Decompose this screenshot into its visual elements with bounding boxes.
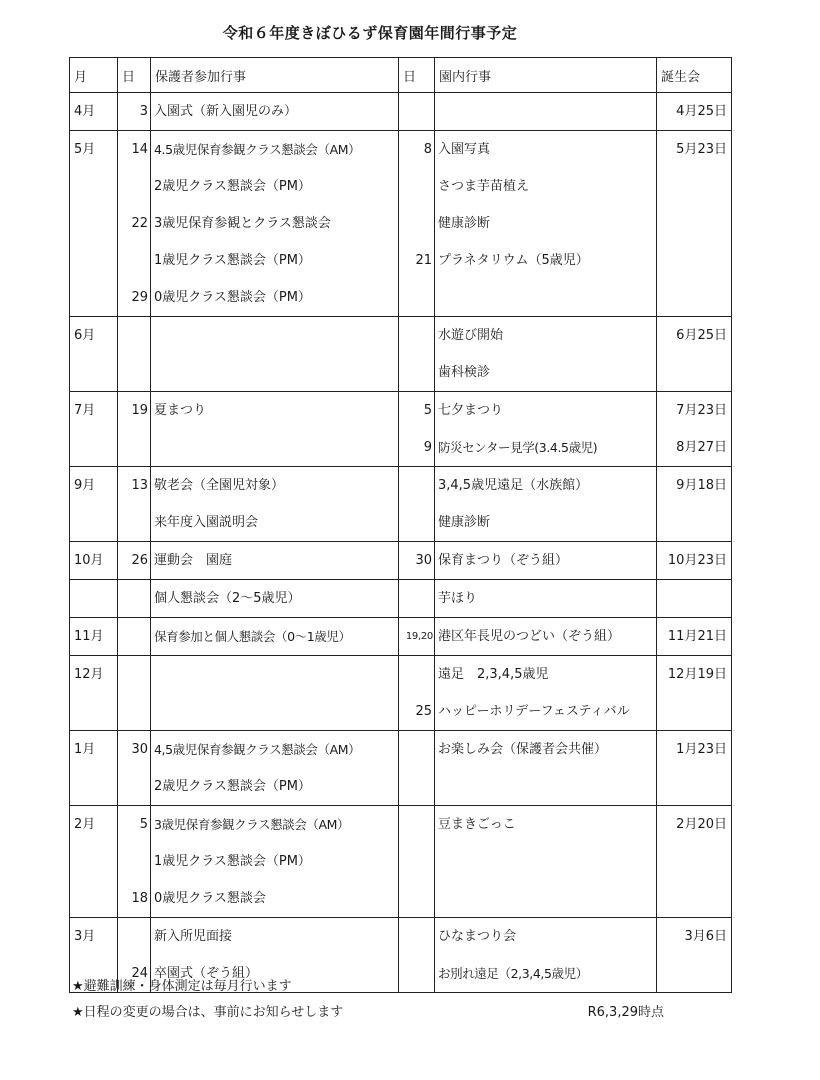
parent-event-text: 敬老会（全園児対象） — [154, 478, 285, 493]
birthday-cell — [657, 656, 732, 731]
parent-event-text: 入園式（新入園児のみ） — [154, 104, 298, 119]
school-event-cell — [435, 731, 657, 806]
school-day-text — [399, 580, 434, 617]
parent-day-text — [118, 242, 150, 279]
month-cell — [70, 131, 118, 317]
school-day-cell — [399, 806, 435, 918]
school-event-text: 健康診断 — [438, 515, 491, 530]
parent-day-text — [118, 618, 150, 655]
parent-day-text — [118, 580, 150, 617]
table-row — [70, 392, 732, 467]
parent-day-cell — [118, 806, 151, 918]
header-school-events: 園内行事 — [435, 58, 657, 93]
school-day-cell — [399, 392, 435, 467]
parent-event-text: 2歳児クラス懇談会（PM） — [154, 779, 311, 794]
parent-day-cell — [118, 317, 151, 392]
parent-day-cell — [118, 542, 151, 580]
school-event-text: 七夕まつり — [438, 403, 504, 418]
parent-event-text — [151, 656, 398, 693]
school-event-text: 歯科検診 — [438, 365, 491, 380]
school-day-cell — [399, 93, 435, 131]
month-cell — [70, 542, 118, 580]
header-day: 日 — [399, 58, 435, 93]
parent-day-text: 14 — [131, 142, 148, 157]
birthday-text: 2月20日 — [676, 817, 727, 832]
birthday-text: 3月6日 — [684, 929, 727, 944]
table-row — [70, 131, 732, 317]
parent-event-text: 4.5歳児保育参観クラス懇談会（AM） — [154, 142, 361, 157]
month-cell — [70, 806, 118, 918]
birthday-cell — [657, 731, 732, 806]
parent-event-cell — [151, 467, 399, 542]
parent-event-text: 1歳児クラス懇談会（PM） — [154, 253, 311, 268]
school-event-text: ハッピーホリデーフェスティバル — [438, 704, 630, 719]
school-day-cell — [399, 580, 435, 618]
birthday-cell — [657, 806, 732, 918]
birthday-cell — [657, 542, 732, 580]
school-event-text: プラネタリウム（5歳児） — [438, 253, 589, 268]
birthday-text: 9月18日 — [676, 478, 727, 493]
school-day-text — [399, 918, 434, 955]
table-row — [70, 542, 732, 580]
parent-event-text: 新入所児面接 — [154, 929, 233, 944]
table-row — [70, 806, 732, 918]
school-event-cell — [435, 580, 657, 618]
school-day-text — [399, 504, 434, 541]
month-cell — [70, 580, 118, 618]
birthday-text: 10月23日 — [667, 553, 727, 568]
parent-event-cell — [151, 656, 399, 731]
parent-day-text — [118, 317, 150, 354]
school-event-text: 遠足 2,3,4,5歳児 — [438, 667, 549, 682]
table-header-row — [70, 58, 732, 93]
month-label: 11月 — [74, 629, 104, 644]
school-day-text: 5 — [423, 403, 432, 418]
parent-day-text: 19 — [131, 403, 148, 418]
school-day-text — [399, 731, 434, 768]
parent-day-text: 26 — [131, 553, 148, 568]
parent-day-cell — [118, 580, 151, 618]
birthday-cell — [657, 618, 732, 656]
parent-event-cell — [151, 392, 399, 467]
school-event-text: 3,4,5歳児遠足（水族館） — [438, 478, 589, 493]
parent-day-cell — [118, 93, 151, 131]
parent-day-text: 3 — [139, 104, 148, 119]
parent-day-cell — [118, 656, 151, 731]
school-event-cell — [435, 656, 657, 731]
parent-day-cell — [118, 618, 151, 656]
table-row — [70, 731, 732, 806]
month-label: 3月 — [74, 929, 96, 944]
parent-event-text: 来年度入園説明会 — [154, 515, 259, 530]
school-day-text — [399, 354, 434, 391]
birthday-text: 7月23日 — [676, 403, 727, 418]
footnotes — [72, 974, 712, 1026]
parent-event-cell — [151, 806, 399, 918]
month-cell — [70, 656, 118, 731]
school-event-cell — [435, 618, 657, 656]
parent-day-text: 24 — [131, 966, 148, 981]
school-event-text: さつま芋苗植え — [438, 179, 530, 194]
parent-day-text — [118, 843, 150, 880]
school-event-text: 入園写真 — [438, 142, 491, 157]
school-event-cell — [435, 131, 657, 317]
birthday-text: 1月23日 — [676, 742, 727, 757]
month-cell — [70, 317, 118, 392]
school-day-text — [399, 168, 434, 205]
school-event-cell — [435, 93, 657, 131]
parent-event-text: 3歳児保育参観クラス懇談会（AM） — [154, 817, 350, 832]
parent-event-text: 0歳児クラス懇談会 — [154, 891, 266, 906]
school-day-cell — [399, 467, 435, 542]
table-row — [70, 317, 732, 392]
birthday-cell — [657, 93, 732, 131]
school-event-text: お楽しみ会（保護者会共催） — [438, 742, 608, 757]
parent-day-text — [118, 656, 150, 693]
school-event-text: お別れ遠足（2,3,4,5歳児） — [438, 966, 588, 981]
parent-day-text: 13 — [131, 478, 148, 493]
parent-day-text: 30 — [131, 742, 148, 757]
parent-event-cell — [151, 131, 399, 317]
month-cell — [70, 93, 118, 131]
month-label: 7月 — [74, 403, 96, 418]
school-day-cell — [399, 618, 435, 656]
parent-event-text: 1歳児クラス懇談会（PM） — [154, 854, 311, 869]
parent-event-cell — [151, 317, 399, 392]
parent-event-text: 3歳児保育参観とクラス懇談会 — [154, 216, 331, 231]
birthday-cell — [657, 317, 732, 392]
month-cell — [70, 392, 118, 467]
table-row — [70, 467, 732, 542]
school-day-cell — [399, 131, 435, 317]
parent-event-text: 運動会 園庭 — [154, 553, 233, 568]
school-day-text — [399, 806, 434, 843]
birthday-text: 12月19日 — [667, 667, 727, 682]
parent-event-cell — [151, 618, 399, 656]
month-label — [70, 580, 117, 617]
month-cell — [70, 618, 118, 656]
parent-event-cell — [151, 93, 399, 131]
header-parent-events: 保護者参加行事 — [151, 58, 399, 93]
birthday-cell — [657, 131, 732, 317]
school-day-text — [399, 656, 434, 693]
month-label: 2月 — [74, 817, 96, 832]
table-row — [70, 618, 732, 656]
school-day-text — [399, 93, 434, 130]
parent-event-cell — [151, 580, 399, 618]
table-row — [70, 580, 732, 618]
school-day-text: 25 — [415, 704, 432, 719]
month-label: 9月 — [74, 478, 96, 493]
header-month: 月 — [70, 58, 118, 93]
school-day-text: 9 — [423, 440, 432, 455]
month-cell — [70, 467, 118, 542]
parent-event-text: 個人懇談会（2〜5歳児） — [154, 591, 301, 606]
birthday-cell — [657, 467, 732, 542]
page-title: 令和６年度きぼひるず保育園年間行事予定 — [222, 24, 518, 42]
parent-day-text — [118, 918, 150, 955]
month-label: 6月 — [74, 328, 96, 343]
birthday-text: 5月23日 — [676, 142, 727, 157]
birthday-cell — [657, 392, 732, 467]
birthday-text: 4月25日 — [676, 104, 727, 119]
parent-event-cell — [151, 731, 399, 806]
parent-event-cell — [151, 542, 399, 580]
parent-day-text — [118, 768, 150, 805]
as-of-date: R6,3,29時点 — [587, 1005, 664, 1020]
school-event-cell — [435, 392, 657, 467]
birthday-text: 8月27日 — [676, 440, 727, 455]
parent-day-text: 22 — [131, 216, 148, 231]
header-birthday: 誕生会 — [657, 58, 732, 93]
month-label: 5月 — [74, 142, 96, 157]
parent-event-text: 保育参加と個人懇談会（0〜1歳児） — [154, 629, 351, 644]
header-day: 日 — [118, 58, 151, 93]
school-event-text: 港区年長児のつどい（ぞう組） — [438, 629, 621, 644]
month-label: 4月 — [74, 104, 96, 119]
school-day-text — [399, 467, 434, 504]
school-event-text: 保育まつり（ぞう組） — [438, 553, 569, 568]
school-day-text: 8 — [423, 142, 432, 157]
parent-day-text — [118, 168, 150, 205]
school-day-text — [399, 205, 434, 242]
parent-day-text — [118, 504, 150, 541]
parent-event-text — [151, 317, 398, 354]
schedule-table — [69, 57, 732, 993]
school-event-text: 防災センター見学(3.4.5歳児) — [438, 440, 598, 455]
parent-event-text: 0歳児クラス懇談会（PM） — [154, 290, 311, 305]
school-event-text — [435, 93, 656, 130]
parent-day-text: 18 — [131, 891, 148, 906]
school-event-text: 健康診断 — [438, 216, 491, 231]
month-label: 12月 — [74, 667, 104, 682]
parent-day-cell — [118, 731, 151, 806]
school-event-cell — [435, 542, 657, 580]
school-event-cell — [435, 467, 657, 542]
parent-day-text: 29 — [131, 290, 148, 305]
note-line: ★日程の変更の場合は、事前にお知らせします R6,3,29時点 — [72, 1000, 712, 1026]
school-day-text — [399, 317, 434, 354]
school-day-cell — [399, 656, 435, 731]
school-event-cell — [435, 806, 657, 918]
month-label: 1月 — [74, 742, 96, 757]
school-day-text: 30 — [415, 553, 432, 568]
birthday-text: 11月21日 — [667, 629, 727, 644]
school-day-text: 19,20 — [405, 631, 433, 642]
school-event-cell — [435, 317, 657, 392]
school-day-text: 21 — [415, 253, 432, 268]
table-row — [70, 656, 732, 731]
parent-day-cell — [118, 467, 151, 542]
parent-event-text: 2歳児クラス懇談会（PM） — [154, 179, 311, 194]
parent-day-text: 5 — [139, 817, 148, 832]
birthday-text: 6月25日 — [676, 328, 727, 343]
table-row — [70, 93, 732, 131]
month-cell — [70, 731, 118, 806]
birthday-text — [657, 580, 731, 617]
parent-day-cell — [118, 392, 151, 467]
birthday-cell — [657, 580, 732, 618]
parent-event-text: 夏まつり — [154, 403, 207, 418]
school-event-text: 芋ほり — [438, 591, 478, 606]
school-event-text: 豆まきごっこ — [438, 817, 516, 832]
school-day-cell — [399, 542, 435, 580]
parent-day-cell — [118, 131, 151, 317]
parent-event-text: 卒園式（ぞう組） — [154, 966, 259, 981]
month-label: 10月 — [74, 553, 104, 568]
note-line: ★避難訓練・身体測定は毎月行います — [72, 979, 292, 994]
parent-event-text: 4,5歳児保育参観クラス懇談会（AM） — [154, 742, 361, 757]
school-day-cell — [399, 731, 435, 806]
school-event-text: 水遊び開始 — [438, 328, 504, 343]
school-day-cell — [399, 317, 435, 392]
school-event-text: ひなまつり会 — [438, 929, 517, 944]
